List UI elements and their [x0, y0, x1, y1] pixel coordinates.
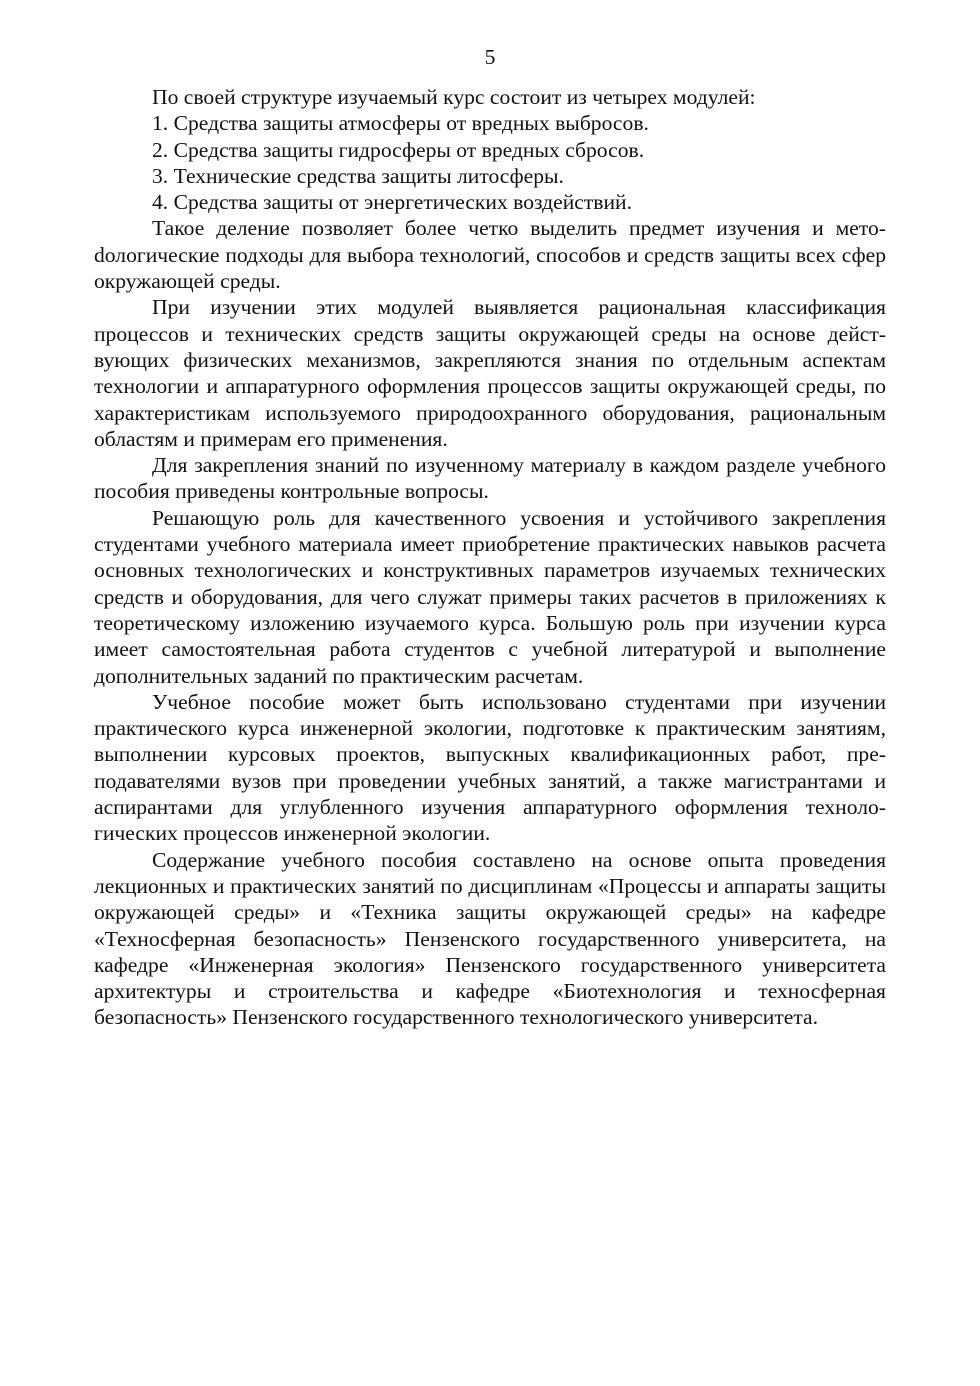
module-item: 3. Технические средства защиты литосферы. — [152, 163, 564, 188]
module-item: 2. Средства защиты гидросферы от вредных сбросов. — [152, 137, 645, 162]
intro-paragraph: По своей структуре изучаемый курс состоит из четырех модулей: — [152, 85, 756, 109]
paragraph-audience: Учебное пособие может быть использовано студентами при изучении практического курса инженерной экологии, подготовке к практическим занятиям, выполнении курсовых проектов, выпускных квалификационных работ, преподавателями вузов при проведении учебных занятий, а также магистрантами и аспирантами для углубленного изучения аппаратурного оформления технологических процессов инженерной экологии. — [94, 689, 886, 846]
paragraph-practical-skills: Решающую роль для качественного усвоения и устойчивого закрепления студентами учебного материала имеет приобретение практических навыков расчета основных технологических и конструктивных параметров изучаемых технических средств и оборудования, для чего служат примеры таких расчетов в приложениях к теоретическому изложению изучаемого курса. Большую роль при изучении курса имеет самостоятельная работа студентов с учебной литературой и выполнение дополнительных заданий по практическим расчетам. — [94, 505, 886, 688]
paragraph-content-basis: Содержание учебного пособия составлено на основе опыта проведения лекционных и практических занятий по дисциплинам «Процессы и аппараты защиты окружающей среды» и «Техника защиты окружающей среды» на кафедре «Техносферная безопасность» Пензенского государственного университета, на кафедре «Инженерная экология» Пензенского государственного университета архитектуры и строительства и кафедре «Биотехнология и техносферная безопасность» Пензенского государственного технологического университета. — [94, 847, 886, 1030]
paragraph-classification: При изучении этих модулей выявляется рациональная классификация процессов и технических средств защиты окружающей среды на основе действующих физических механизмов, закрепляются знания по отдельным аспектам технологии и аппаратурного оформления процессов защиты окружающей среды, по характеристикам используемого природоохранного оборудования, рациональным областям и примерам его применения. — [94, 295, 886, 451]
module-item: 4. Средства защиты от энергетических воздействий. — [152, 190, 632, 215]
paragraph-division: Такое деление позволяет более четко выделить предмет изучения и метоdологические подходы для выбора технологий, способов и средств защиты всех сфер окружающей среды. — [94, 216, 886, 294]
document-page — [94, 44, 886, 1031]
paragraph-control-questions: Для закрепления знаний по изученному материалу в каждом разделе учебного пособия приведены контрольные вопросы. — [94, 453, 886, 504]
module-item: 1. Средства защиты атмосферы от вредных выбросов. — [152, 111, 649, 136]
page-number: 5 — [484, 45, 496, 69]
module-list — [94, 110, 886, 215]
